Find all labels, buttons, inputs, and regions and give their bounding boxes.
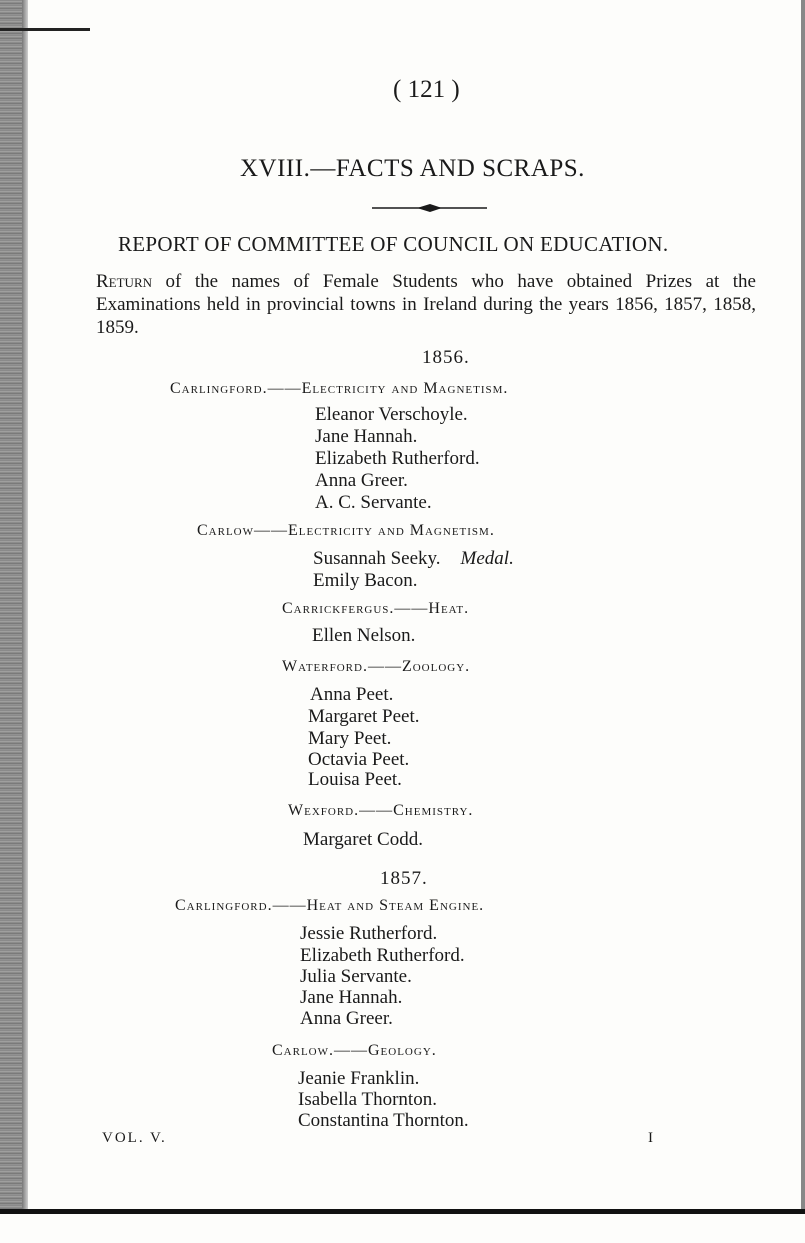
book-binding xyxy=(0,0,22,1212)
volume-label: VOL. V. xyxy=(102,1130,167,1146)
student-name: Louisa Peet. xyxy=(308,769,402,790)
year-heading: 1857. xyxy=(380,868,428,889)
student-name: Emily Bacon. xyxy=(313,570,418,591)
group-heading: Wexford.——Chemistry. xyxy=(288,802,474,819)
group-heading: Waterford.——Zoology. xyxy=(282,658,471,675)
top-rule xyxy=(0,28,90,31)
student-name: Susannah Seeky. xyxy=(313,548,441,569)
student-name: Margaret Codd. xyxy=(303,829,423,850)
student-name: A. C. Servante. xyxy=(315,492,432,513)
page-number: ( 121 ) xyxy=(393,76,460,103)
student-name: Margaret Peet. xyxy=(308,706,420,727)
student-name: Eleanor Verschoyle. xyxy=(315,404,468,425)
student-name: Jeanie Franklin. xyxy=(298,1068,420,1089)
group-heading: Carrickfergus.——Heat. xyxy=(282,600,470,617)
student-name: Constantina Thornton. xyxy=(298,1110,469,1131)
group-heading: Carlingford.——Heat and Steam Engine. xyxy=(175,897,485,914)
student-name: Jane Hannah. xyxy=(315,426,418,447)
signature-mark: I xyxy=(648,1130,653,1146)
student-name: Jessie Rutherford. xyxy=(300,923,438,944)
student-name: Mary Peet. xyxy=(308,728,392,749)
intro-text: of the names of Female Students who have obtained Prizes at the Examinations held in provincial towns in Ireland during the years 1856, 1857, 1858, 1859. xyxy=(96,271,756,338)
student-name: Ellen Nelson. xyxy=(312,625,416,646)
binding-edge xyxy=(22,0,28,1212)
student-name: Elizabeth Rutherford. xyxy=(315,448,480,469)
student-name-row xyxy=(313,548,514,570)
year-heading: 1856. xyxy=(422,347,470,368)
section-title: XVIII.—FACTS AND SCRAPS. xyxy=(240,155,585,182)
student-name: Isabella Thornton. xyxy=(298,1089,437,1110)
page-edge xyxy=(801,0,805,1212)
medal-note: Medal. xyxy=(460,548,514,569)
group-heading: Carlow——Electricity and Magnetism. xyxy=(197,522,495,539)
student-name: Anna Peet. xyxy=(310,684,394,705)
report-title: REPORT OF COMMITTEE OF COUNCIL ON EDUCATION. xyxy=(118,232,669,256)
intro-paragraph xyxy=(96,270,756,339)
student-name: Anna Greer. xyxy=(300,1008,393,1029)
student-name: Elizabeth Rutherford. xyxy=(300,945,465,966)
intro-lead: Return xyxy=(96,271,153,292)
group-heading: Carlow.——Geology. xyxy=(272,1042,437,1059)
student-name: Jane Hannah. xyxy=(300,987,403,1008)
group-heading: Carlingford.——Electricity and Magnetism. xyxy=(170,380,509,397)
student-name: Octavia Peet. xyxy=(308,749,410,770)
student-name: Anna Greer. xyxy=(315,470,408,491)
bottom-margin xyxy=(0,1214,805,1243)
student-name: Julia Servante. xyxy=(300,966,412,987)
ornament-divider xyxy=(372,203,487,213)
